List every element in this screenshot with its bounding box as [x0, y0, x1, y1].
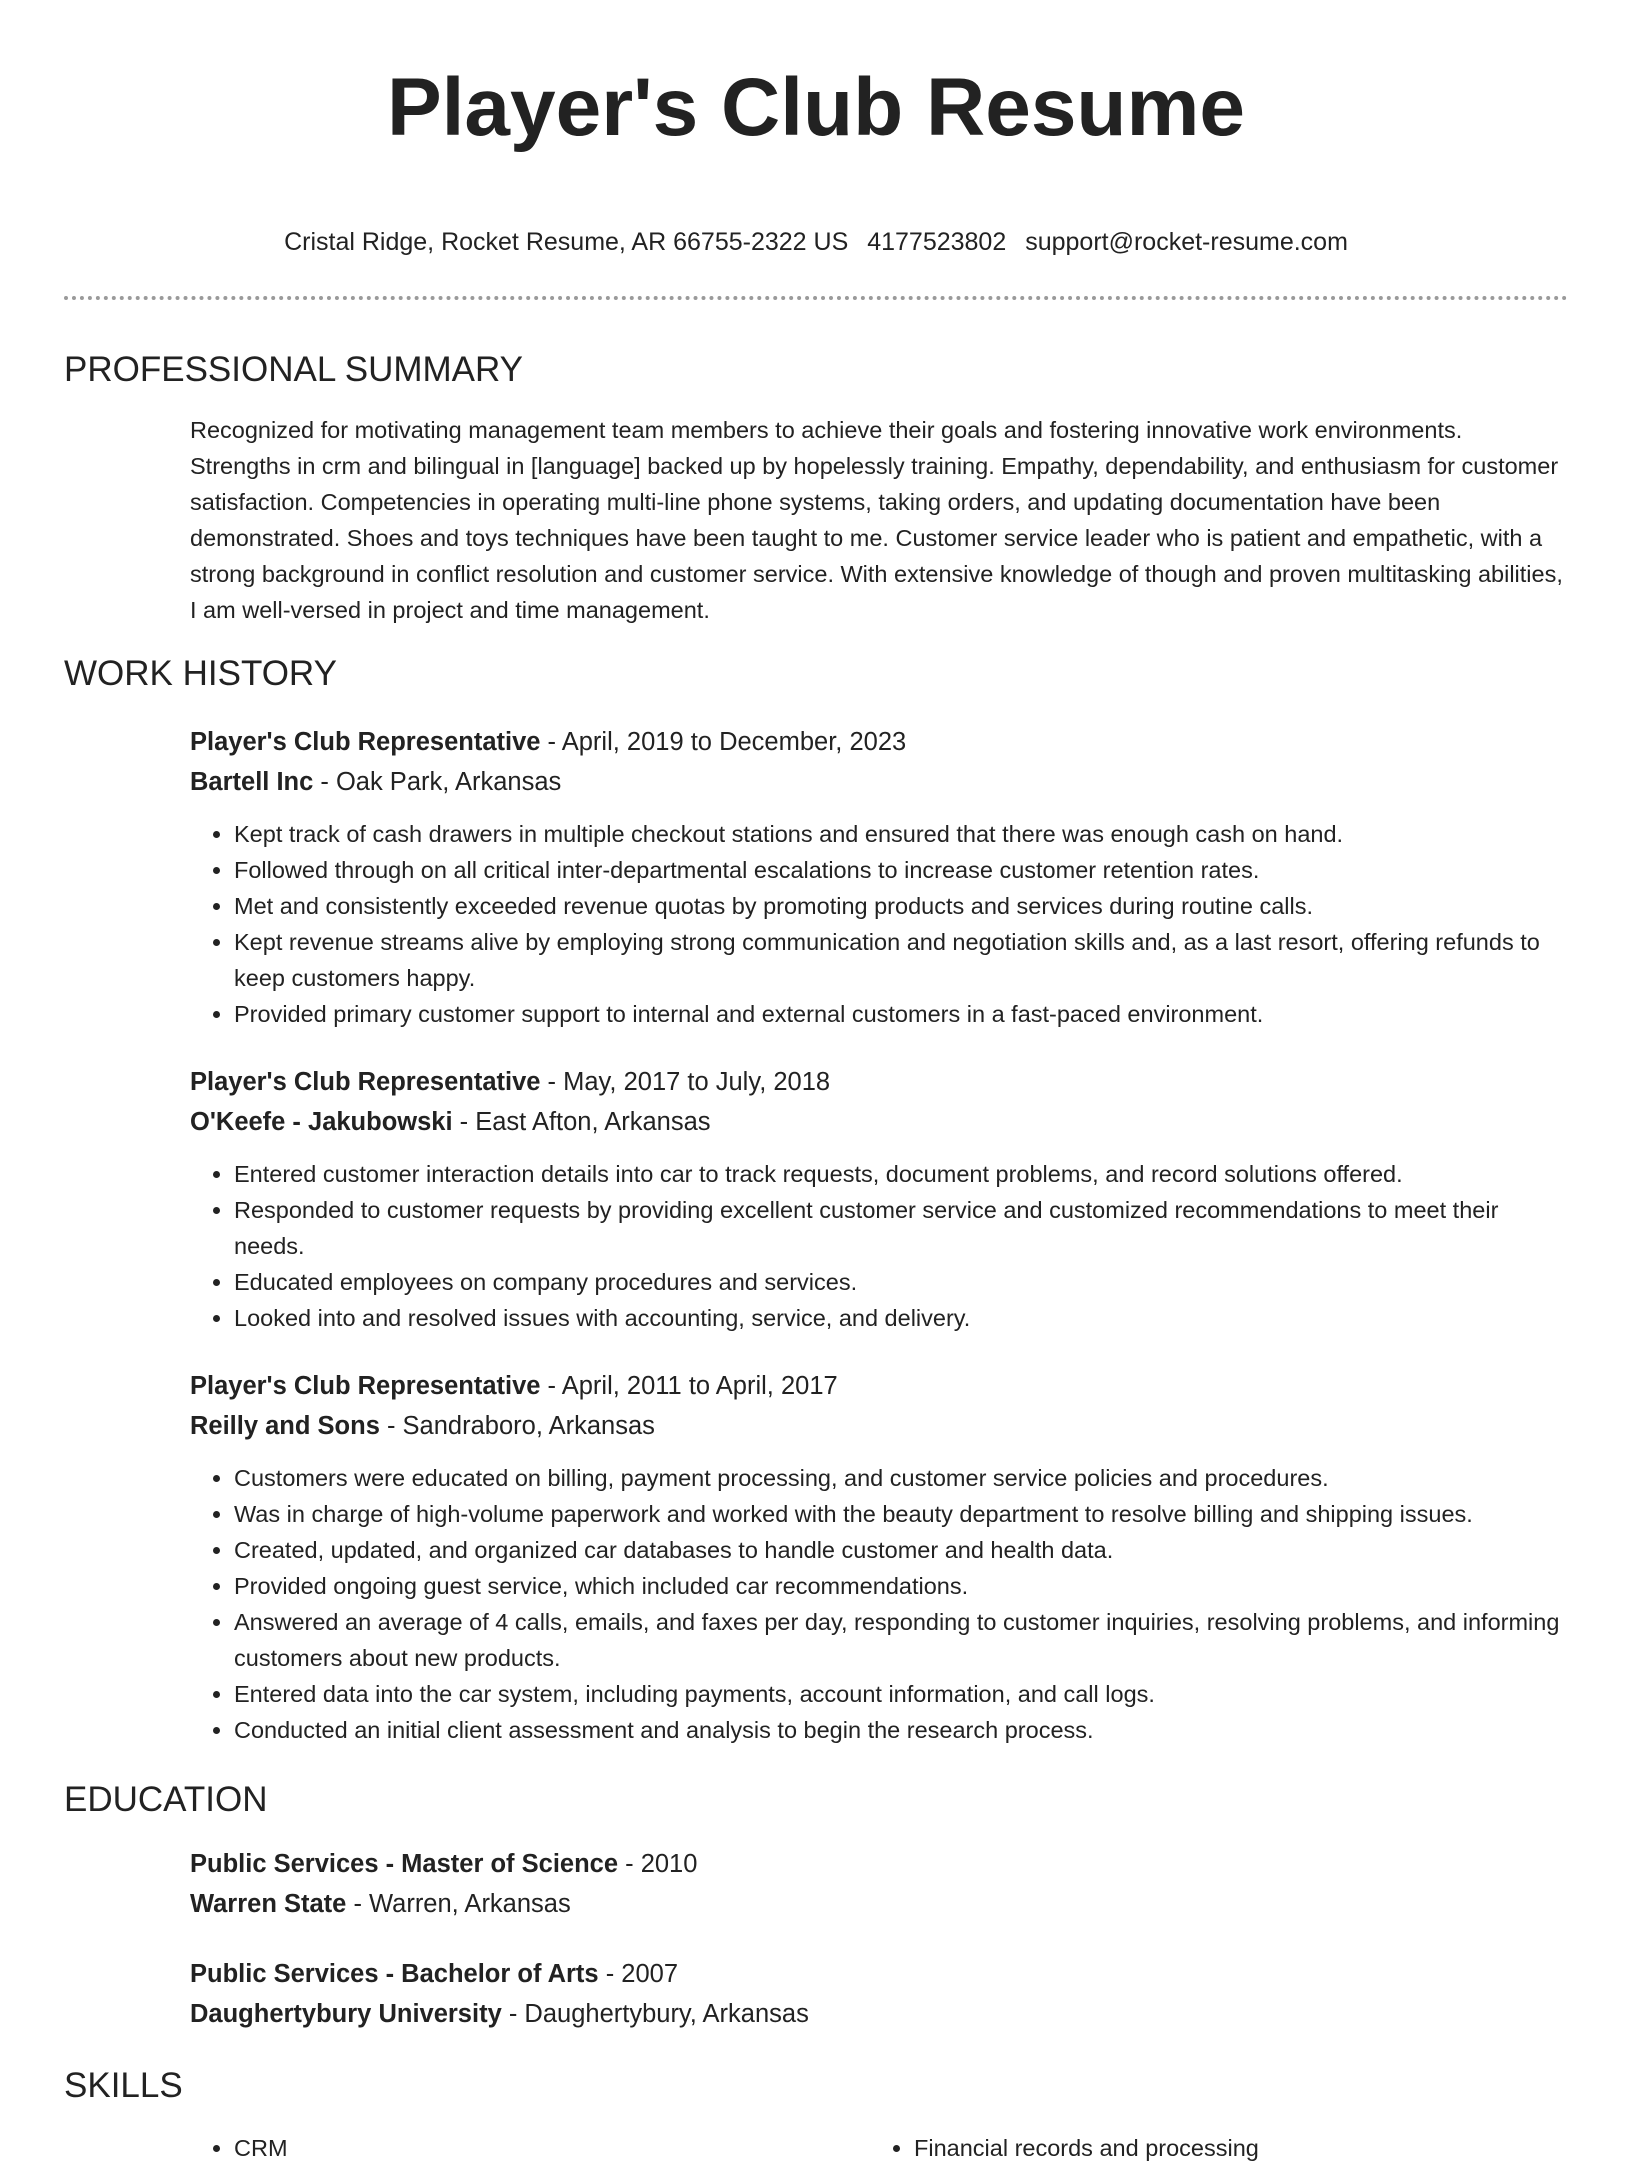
skill-item: • CRM	[234, 2130, 870, 2166]
job-company: Bartell Inc	[190, 768, 314, 796]
education-degree-line	[190, 1844, 1568, 1884]
job-company-line	[190, 1406, 1568, 1446]
job-bullet: • Was in charge of high-volume paperwork and worked with the beauty department to resolve billing and shipping issues.	[234, 1496, 1568, 1532]
education-year: - 2010	[618, 1850, 698, 1878]
education-school: Warren State	[190, 1890, 347, 1918]
job-bullet: • Looked into and resolved issues with accounting, service, and delivery.	[234, 1300, 1568, 1336]
job-role: Player's Club Representative	[190, 1372, 541, 1400]
job-bullets	[190, 1460, 1568, 1748]
education-school-line	[190, 1994, 1568, 2034]
skills-heading: SKILLS	[64, 2066, 183, 2105]
job-bullet: • Kept revenue streams alive by employing strong communication and negotiation skills and, as a last resort, offering refunds to keep customers happy.	[234, 924, 1568, 996]
job-bullets	[190, 816, 1568, 1032]
job-entry	[190, 1366, 1568, 1748]
job-entry	[190, 722, 1568, 1032]
job-bullets	[190, 1156, 1568, 1336]
job-entry	[190, 1062, 1568, 1336]
education-degree: Public Services - Bachelor of Arts	[190, 1960, 599, 1988]
header-divider	[64, 296, 1568, 300]
job-location: - Sandraboro, Arkansas	[379, 1412, 655, 1440]
education-school-line	[190, 1884, 1568, 1924]
skills-list	[190, 2130, 1568, 2166]
skills-column-right	[870, 2130, 1259, 2166]
education-location: - Daughertybury, Arkansas	[501, 2000, 809, 2028]
resume-name: Player's Club Resume	[386, 62, 1246, 153]
education-entry	[190, 1954, 1568, 2034]
job-bullet: • Customers were educated on billing, payment processing, and customer service policies and procedures.	[234, 1460, 1568, 1496]
job-role: Player's Club Representative	[190, 728, 541, 756]
contact-email: support@rocket-resume.com	[1025, 228, 1348, 256]
job-bullet: • Conducted an initial client assessment and analysis to begin the research process.	[234, 1712, 1568, 1748]
skill-item: • Financial records and processing	[914, 2130, 1259, 2166]
job-bullet: • Educated employees on company procedures and services.	[234, 1264, 1568, 1300]
job-location: - Oak Park, Arkansas	[313, 768, 562, 796]
education-entry	[190, 1844, 1568, 1924]
job-company-line	[190, 1102, 1568, 1142]
job-role: Player's Club Representative	[190, 1068, 541, 1096]
job-bullet: • Responded to customer requests by providing excellent customer service and customized recommendations to meet their needs.	[234, 1192, 1568, 1264]
skills-column-left	[190, 2130, 870, 2166]
job-company: O'Keefe - Jakubowski	[190, 1108, 453, 1136]
contact-line	[64, 226, 1568, 258]
job-bullet: • Provided ongoing guest service, which included car recommendations.	[234, 1568, 1568, 1604]
education-degree-line	[190, 1954, 1568, 1994]
job-title-line	[190, 1366, 1568, 1406]
education-heading: EDUCATION	[64, 1780, 268, 1819]
job-bullet: • Entered customer interaction details into car to track requests, document problems, and record solutions offered.	[234, 1156, 1568, 1192]
job-dates: - April, 2019 to December, 2023	[540, 728, 907, 756]
job-title-line	[190, 1062, 1568, 1102]
job-bullet: • Kept track of cash drawers in multiple checkout stations and ensured that there was enough cash on hand.	[234, 816, 1568, 852]
job-bullet: • Entered data into the car system, including payments, account information, and call logs.	[234, 1676, 1568, 1712]
job-company: Reilly and Sons	[190, 1412, 380, 1440]
education-degree: Public Services - Master of Science	[190, 1850, 619, 1878]
contact-phone: 4177523802	[867, 228, 1007, 256]
education-school: Daughertybury University	[190, 2000, 502, 2028]
contact-address: Cristal Ridge, Rocket Resume, AR 66755-2322 US	[284, 228, 849, 256]
job-title-line	[190, 722, 1568, 762]
summary-heading: PROFESSIONAL SUMMARY	[64, 350, 523, 389]
job-bullet: • Answered an average of 4 calls, emails, and faxes per day, responding to customer inquiries, resolving problems, and informing customers about new products.	[234, 1604, 1568, 1676]
job-dates: - May, 2017 to July, 2018	[540, 1068, 831, 1096]
job-bullet: • Met and consistently exceeded revenue quotas by promoting products and services during routine calls.	[234, 888, 1568, 924]
job-location: - East Afton, Arkansas	[452, 1108, 711, 1136]
job-bullet: • Provided primary customer support to internal and external customers in a fast-paced environment.	[234, 996, 1568, 1032]
education-location: - Warren, Arkansas	[346, 1890, 571, 1918]
job-company-line	[190, 762, 1568, 802]
work-history-heading: WORK HISTORY	[64, 654, 337, 693]
job-bullet: • Followed through on all critical inter-departmental escalations to increase customer retention rates.	[234, 852, 1568, 888]
job-bullet: • Created, updated, and organized car databases to handle customer and health data.	[234, 1532, 1568, 1568]
job-dates: - April, 2011 to April, 2017	[540, 1372, 838, 1400]
summary-text: Recognized for motivating management team members to achieve their goals and fostering innovative work environments. Strengths in crm and bilingual in [language] backed up by hopelessly training. Empathy, dependability, and enthusiasm for customer satisfaction. Competencies in operating multi-line phone systems, taking orders, and updating documentation have been demonstrated. Shoes and toys techniques have been taught to me. Customer service leader who is patient and empathetic, with a strong background in conflict resolution and customer service. With extensive knowledge of though and proven multitasking abilities, I am well-versed in project and time management.	[190, 417, 1563, 623]
education-year: - 2007	[598, 1960, 679, 1988]
